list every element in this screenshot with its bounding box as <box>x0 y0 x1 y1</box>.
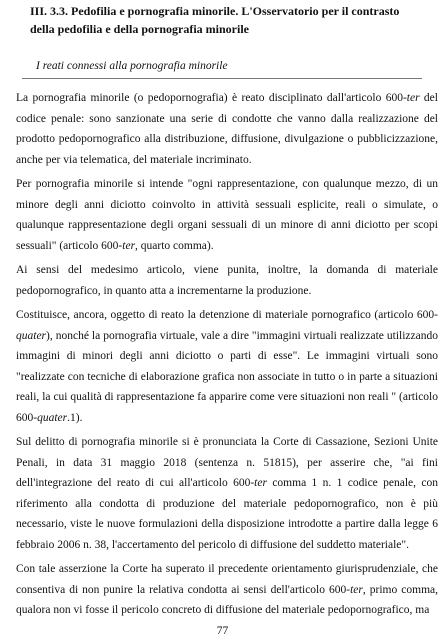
paragraph: Con tale asserzione la Corte ha superato il precedente orientamento giurisprudenziale, che consentiva di non punire la relativa condotta ai sensi dell'articolo 600-ter, primo comma, qualora non vi fosse il pericolo concreto di diffusione del materiale pedopornografico, ma <box>16 563 438 616</box>
paragraph: Costituisce, ancora, oggetto di reato la detenzione di materiale pornografico (articolo 600-quater), nonché la pornografia virtuale, vale a dire "immagini virtuali realizzate utilizzando immagini di minori degli anni diciotto o parti di esse". Le immagini virtuali sono "realizzate con tecniche di elaborazione grafica non associate in tutto o in parte a situazioni reali, la cui qualità di rappresentazione fa apparire come vere situazioni non reali " (articolo 600-quater.1). <box>16 309 438 424</box>
body-text <box>16 88 438 625</box>
page-number: 77 <box>216 625 229 637</box>
subsection-divider <box>22 78 422 79</box>
paragraph: La pornografia minorile (o pedopornografia) è reato disciplinato dall'articolo 600-ter del codice penale: sono sanzionate una serie di condotte che vanno dalla realizzazione del prodotto pedopornografico alla distribuzione, diffusione, divulgazione o pubblicizzazione, anche per via telematica, del materiale incriminato. <box>16 92 438 166</box>
section-number: III. 3.3. <box>30 4 69 18</box>
section-heading <box>22 2 425 38</box>
paragraph: Per pornografia minorile si intende "ogni rappresentazione, con qualunque mezzo, di un minore degli anni diciotto coinvolto in attività sessuali esplicite, reali o simulate, o qualunque rappresentazione degli organi sessuali di un minore di anni diciotto per scopi sessuali" (articolo 600-ter, quarto comma). <box>16 178 438 252</box>
section-title: Pedofilia e pornografia minorile. L'Osservatorio per il contrasto della pedofilia e della pornografia minorile <box>30 4 400 36</box>
paragraph: Sul delitto di pornografia minorile si è pronunciata la Corte di Cassazione, Sezioni Unite Penali, in data 31 maggio 2018 (sentenza n. 51815), per asserire che, "ai fini dell'integrazione del reato di cui all'articolo 600-ter comma 1 n. 1 codice penale, con riferimento alla condotta di produzione del materiale pedopornografico, non è più necessario, viste le nuove formulazioni della disposizione introdotte a partire dalla legge 6 febbraio 2006 n. 38, l'accertamento del pericolo di diffusione del suddetto materiale". <box>16 436 439 551</box>
subsection-heading: I reati connessi alla pornografia minorile <box>36 60 228 72</box>
paragraph: Ai sensi del medesimo articolo, viene punita, inoltre, la domanda di materiale pedopornografico, in quanto atta a incrementarne la produzione. <box>16 264 438 297</box>
